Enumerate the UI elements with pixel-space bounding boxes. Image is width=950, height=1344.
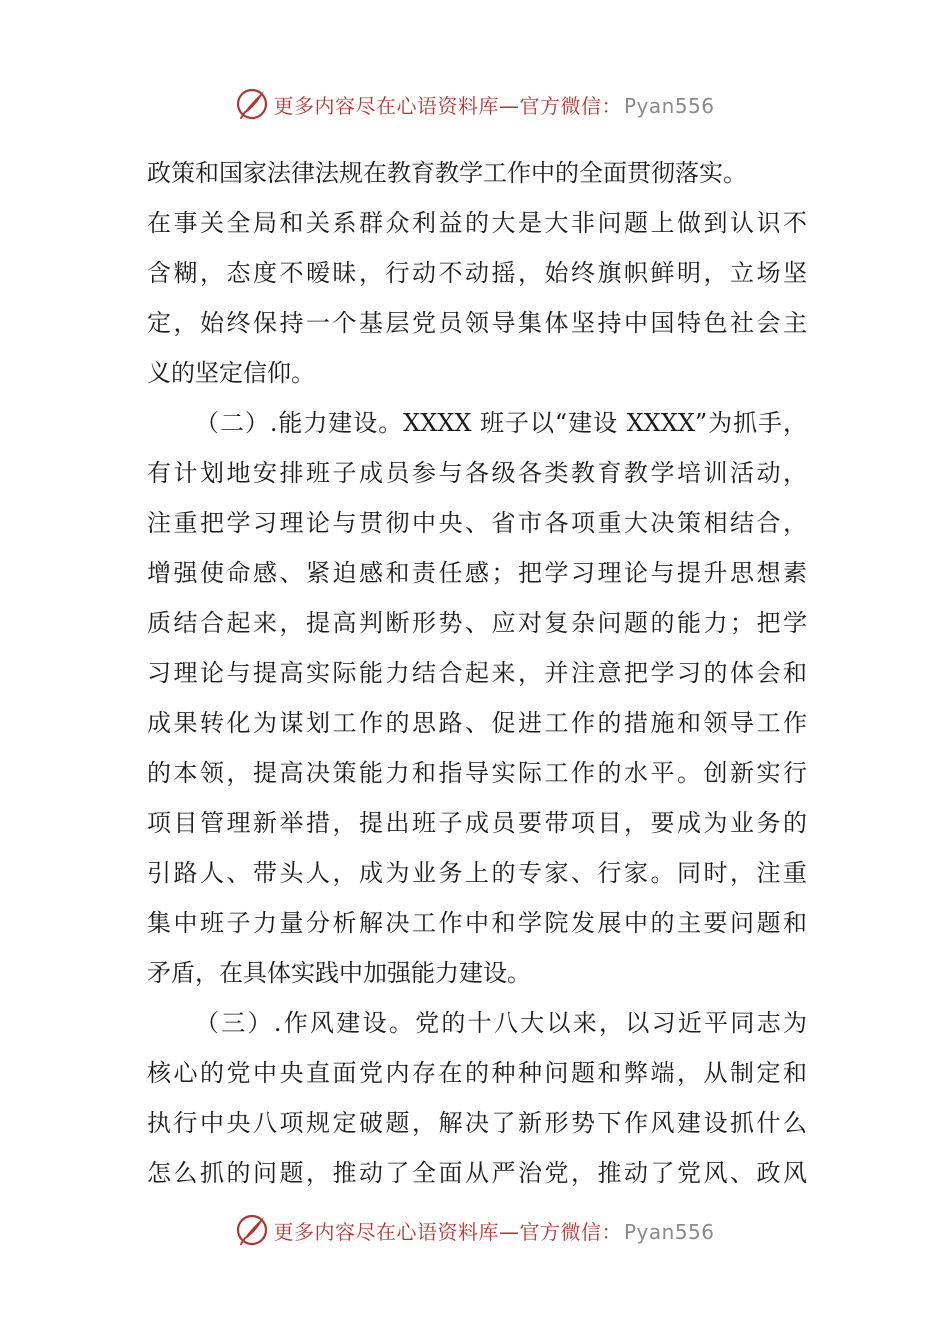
header-banner-label: 更多内容尽在心语资料库—官方微信： [273,93,622,118]
text-line: 增强使命感、紧迫感和责任感；把学习理论与提升思想素 [147,559,807,587]
text-line: 核心的党中央直面党内存在的种种问题和弊端，从制定和 [147,1059,807,1087]
document-body [147,148,807,1198]
text-line: 质结合起来，提高判断形势、应对复杂问题的能力；把学 [147,609,807,637]
header-banner-text [273,90,714,119]
text-line: 含糊，态度不暧昧，行动不动摇，始终旗帜鲜明，立场坚 [147,259,807,287]
text-line: 定，始终保持一个基层党员领导集体坚持中国特色社会主 [147,309,807,337]
footer-wechat-id: Pyan556 [623,1219,715,1244]
text-line: 集中班子力量分析解决工作中和学院发展中的主要问题和 [147,909,807,937]
header-wechat-id: Pyan556 [623,93,715,118]
text-line: 项目管理新举措，提出班子成员要带项目，要成为业务的 [147,809,807,837]
quill-pen-icon [235,1213,269,1247]
text-line: 怎么抓的问题，推动了全面从严治党，推动了党风、政风 [147,1159,807,1187]
text-line: 引路人、带头人，成为业务上的专家、行家。同时，注重 [147,859,807,887]
quill-pen-icon [235,87,269,121]
text-line: （二）.能力建设。XXXX 班子以“建设 XXXX”为抓手， [195,409,807,437]
text-line: 政策和国家法律法规在教育教学工作中的全面贯彻落实。 [147,159,747,187]
text-line: 矛盾，在具体实践中加强能力建设。 [147,959,531,987]
text-line: （三）.作风建设。党的十八大以来，以习近平同志为 [195,1009,807,1037]
text-line: 成果转化为谋划工作的思路、促进工作的措施和领导工作 [147,709,807,737]
text-line: 义的坚定信仰。 [147,359,315,387]
text-line: 有计划地安排班子成员参与各级各类教育教学培训活动， [147,459,807,487]
text-line: 的本领，提高决策能力和指导实际工作的水平。创新实行 [147,759,807,787]
footer-banner-text [273,1216,714,1245]
header-watermark-banner [0,84,950,124]
footer-watermark-banner [0,1210,950,1250]
text-line: 在事关全局和关系群众利益的大是大非问题上做到认识不 [147,209,807,237]
text-line: 习理论与提高实际能力结合起来，并注意把学习的体会和 [147,659,807,687]
footer-banner-label: 更多内容尽在心语资料库—官方微信： [273,1219,622,1244]
text-line: 执行中央八项规定破题，解决了新形势下作风建设抓什么 [147,1109,807,1137]
text-line: 注重把学习理论与贯彻中央、省市各项重大决策相结合， [147,509,807,537]
